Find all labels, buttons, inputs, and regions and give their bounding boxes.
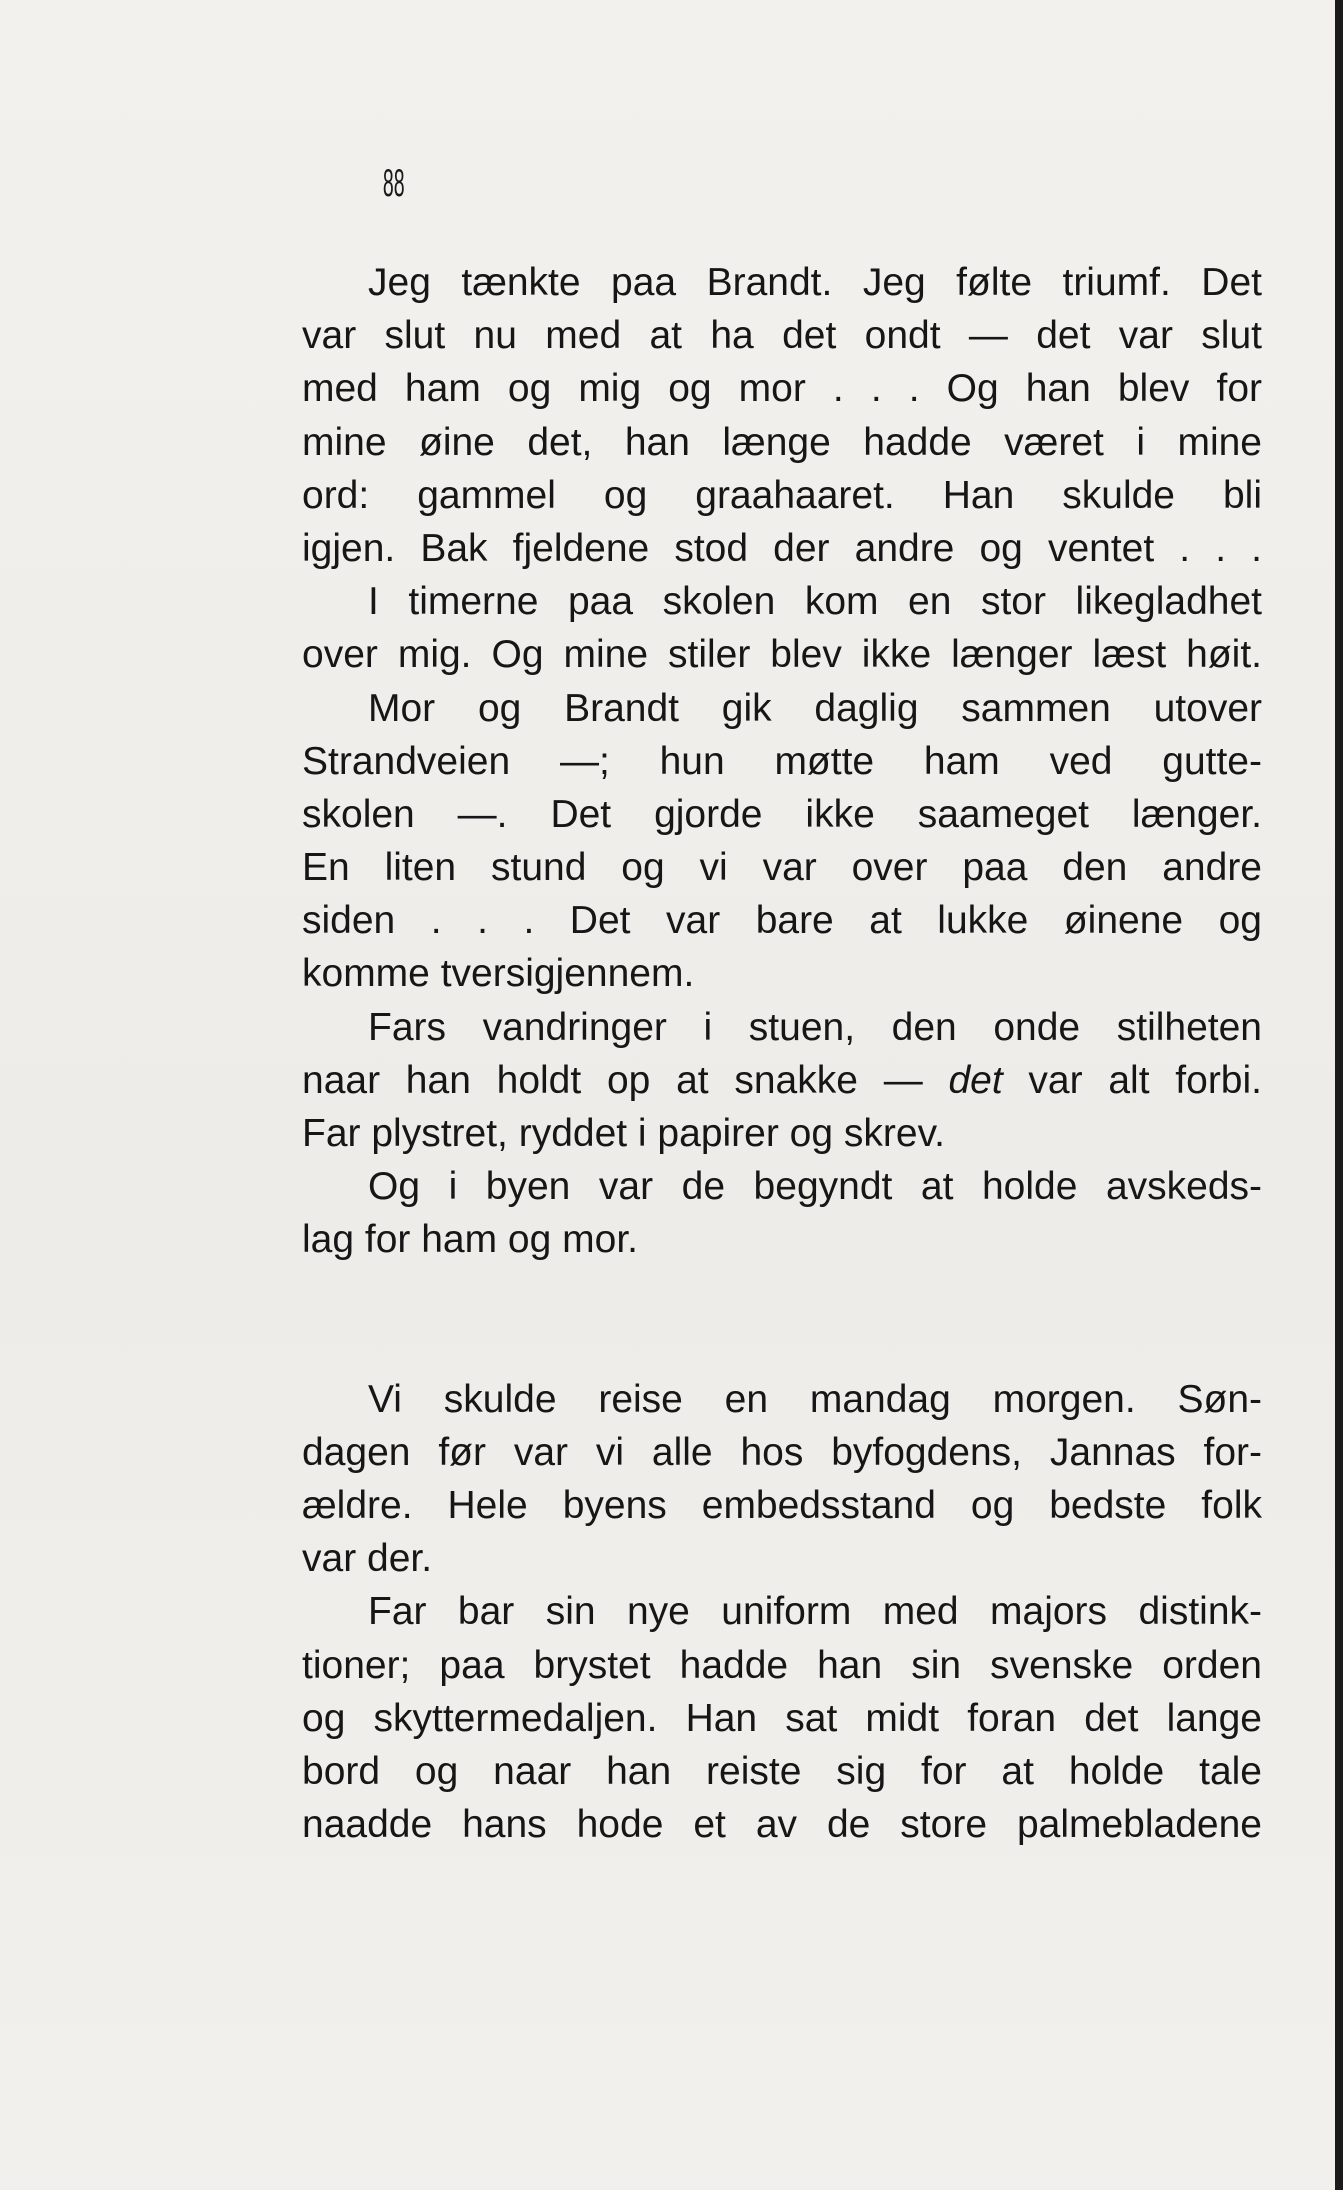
text-line: Fars vandringer i stuen, den onde stilheten (368, 1005, 1262, 1049)
text-line: igjen. Bak fjeldene stod der andre og ventet . . . (302, 526, 1262, 570)
text-line: Strandveien —; hun møtte ham ved gutte- (302, 739, 1262, 783)
text-line: Far plystret, ryddet i papirer og skrev. (302, 1112, 946, 1155)
text-line: naadde hans hode et av de store palmebladene (302, 1803, 1262, 1847)
text-span: var alt forbi. (1002, 1058, 1262, 1102)
text-line-with-italic (302, 1054, 1262, 1107)
section-break (302, 1267, 1262, 1373)
text-line: Og i byen var de begyndt at holde avskeds- (368, 1165, 1262, 1209)
text-line: tioner; paa brystet hadde han sin svenske orden (302, 1643, 1262, 1687)
page-number: 88 (382, 162, 405, 205)
text-line: siden . . . Det var bare at lukke øinene og (302, 899, 1262, 943)
text-line: var slut nu med at ha det ondt — det var slut (302, 314, 1262, 358)
text-line: og skyttermedaljen. Han sat midt foran det lange (302, 1696, 1262, 1740)
text-line: bord og naar han reiste sig for at holde tale (302, 1749, 1262, 1793)
text-line: dagen før var vi alle hos byfogdens, Jannas for- (302, 1430, 1262, 1474)
text-line: Mor og Brandt gik daglig sammen utover (368, 686, 1262, 730)
text-line: ord: gammel og graahaaret. Han skulde bli (302, 473, 1262, 517)
text-line: Jeg tænkte paa Brandt. Jeg følte triumf. Det (368, 261, 1262, 304)
text-span: naar han holdt op at snakke — (302, 1058, 949, 1102)
text-line: Vi skulde reise en mandag morgen. Søn- (368, 1377, 1262, 1421)
text-line: over mig. Og mine stiler blev ikke længer læst høit. (302, 633, 1262, 677)
text-line: En liten stund og vi var over paa den andre (302, 846, 1262, 890)
text-line: ældre. Hele byens embedsstand og bedste folk (302, 1483, 1262, 1527)
text-line: Far bar sin nye uniform med majors distink- (368, 1590, 1262, 1634)
italic-word: det (948, 1058, 1003, 1102)
text-line: mine øine det, han længe hadde været i mine (302, 420, 1262, 464)
text-line: var der. (302, 1537, 433, 1581)
text-line: med ham og mig og mor . . . Og han blev for (302, 367, 1262, 411)
text-line: skolen —. Det gjorde ikke saameget længer. (302, 792, 1262, 836)
body-text (302, 256, 1262, 1851)
text-line: lag for ham og mor. (302, 1218, 638, 1262)
text-line: I timerne paa skolen kom en stor likegladhet (368, 580, 1262, 624)
text-line: komme tversigjennem. (302, 952, 695, 996)
